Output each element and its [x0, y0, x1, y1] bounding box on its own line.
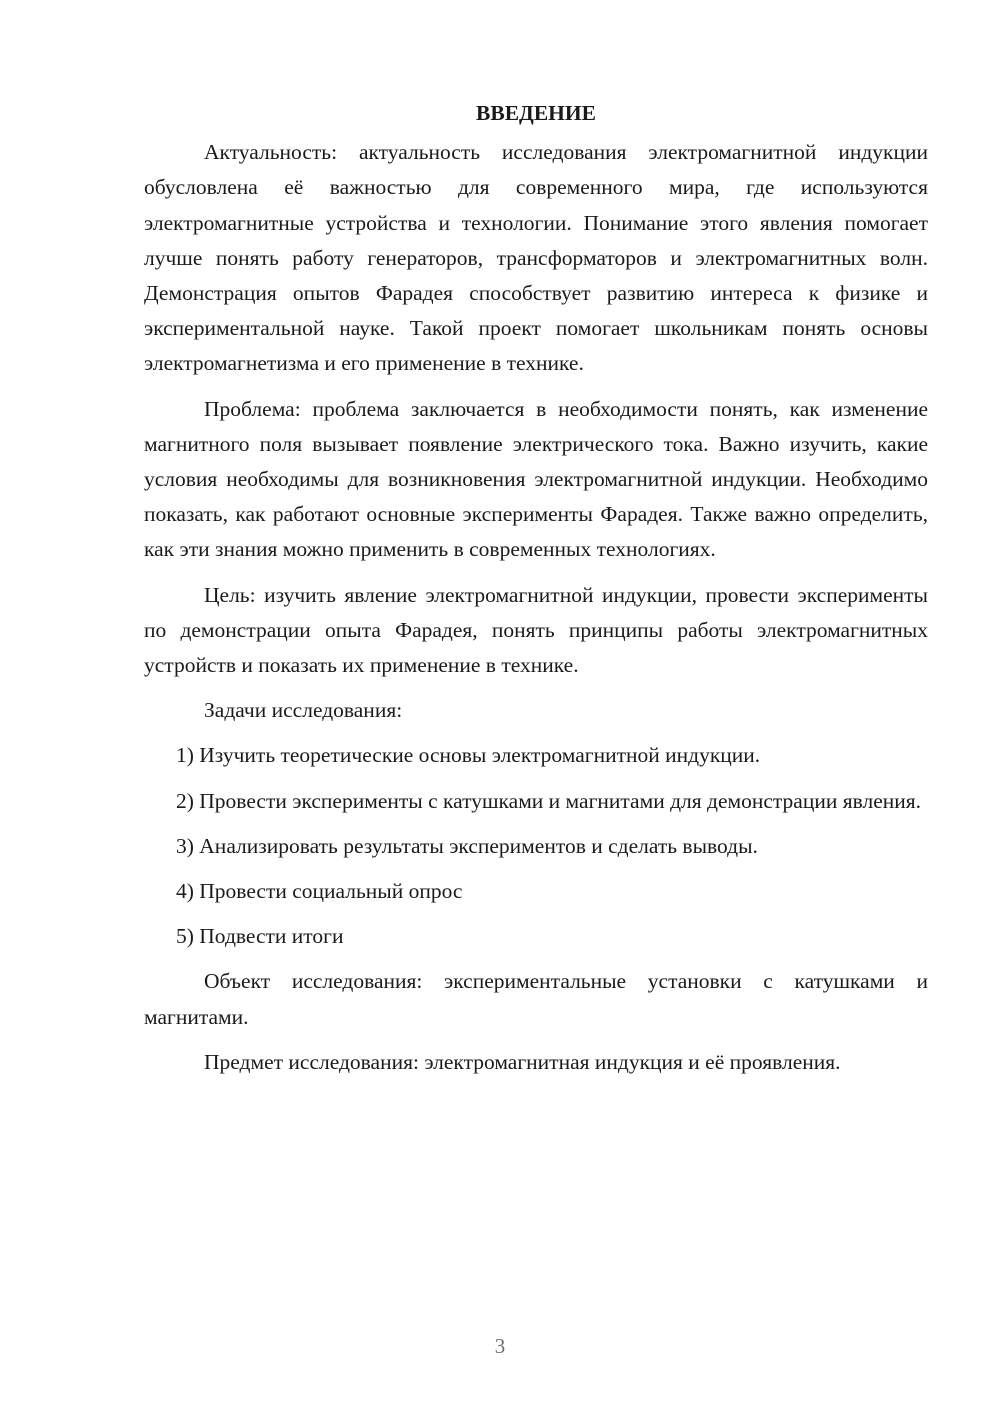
- tasks-heading: Задачи исследования:: [204, 698, 403, 723]
- goal-paragraph: Цель: изучить явление электромагнитной индукции, провести эксперименты по демонстрации опыта Фарадея, понять принципы работы электромагнитных устройств и показать их применение в технике.: [144, 582, 928, 678]
- document-page: [144, 96, 928, 1090]
- object-paragraph: Объект исследования: экспериментальные установки с катушками и магнитами.: [144, 969, 928, 1029]
- task-item-3: 3) Анализировать результаты экспериментов и сделать выводы.: [176, 833, 758, 858]
- problem-paragraph: Проблема: проблема заключается в необходимости понять, как изменение магнитного поля вызывает появление электрического тока. Важно изучить, какие условия необходимы для возникновения электромагнитной индукции. Необходимо показать, как работают основные эксперименты Фарадея. Также важно определить, как эти знания можно применить в современных технологиях.: [144, 396, 928, 562]
- section-title: ВВЕДЕНИЕ: [476, 101, 596, 125]
- task-item-4: 4) Провести социальный опрос: [176, 879, 463, 904]
- task-item-1: 1) Изучить теоретические основы электромагнитной индукции.: [176, 743, 761, 768]
- subject-paragraph: Предмет исследования: электромагнитная индукция и её проявления.: [204, 1049, 841, 1074]
- relevance-paragraph: Актуальность: актуальность исследования электромагнитной индукции обусловлена её важностью для современного мира, где используются электромагнитные устройства и технологии. Понимание этого явления помогает лучше понять работу генераторов, трансформаторов и электромагнитных волн. Демонстрация опытов Фарадея способствует развитию интереса к физике и экспериментальной науке. Такой проект помогает школьникам понять основы электромагнетизма и его применение в технике.: [144, 140, 928, 376]
- task-item-5: 5) Подвести итоги: [176, 924, 344, 949]
- task-item-2: 2) Провести эксперименты с катушками и магнитами для демонстрации явления.: [176, 788, 922, 813]
- page-number: 3: [494, 1334, 506, 1358]
